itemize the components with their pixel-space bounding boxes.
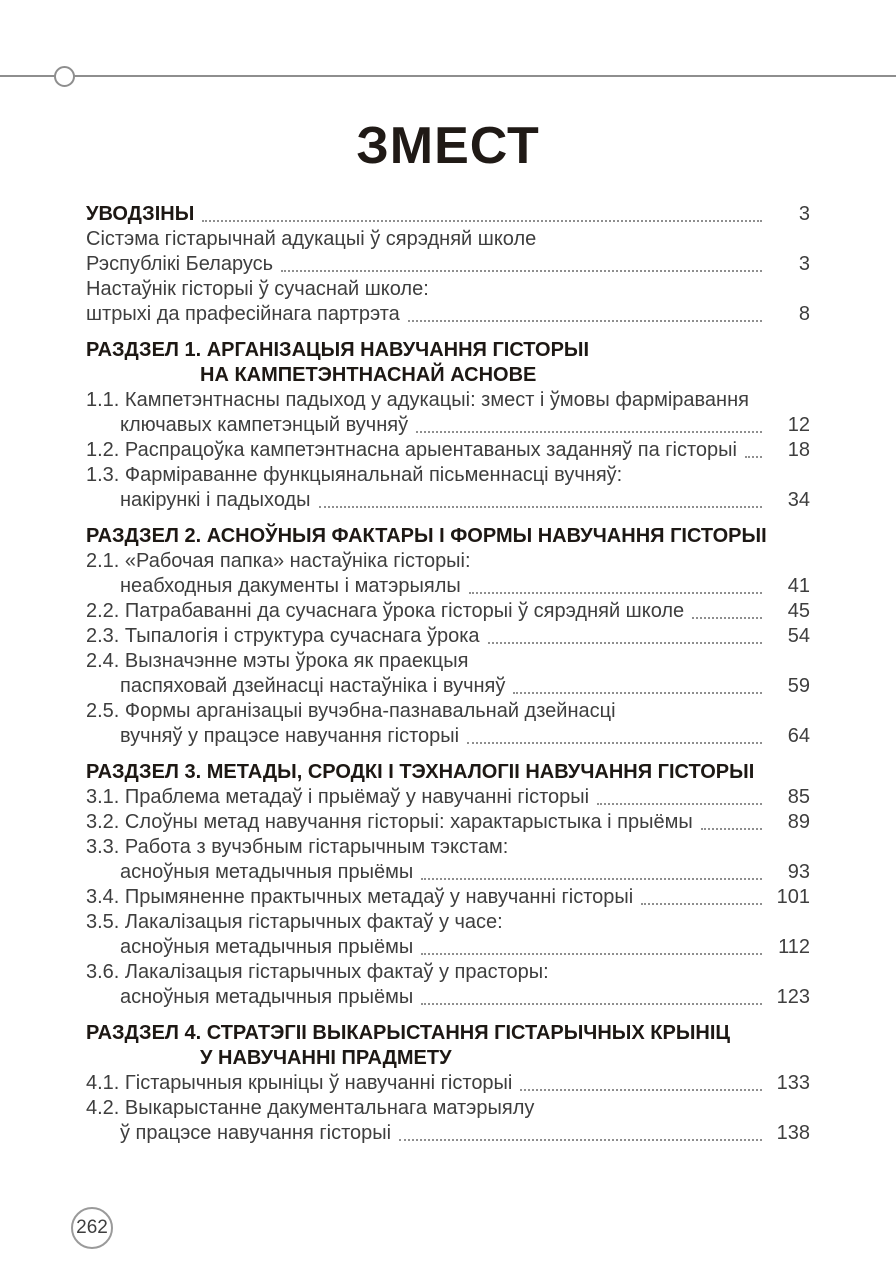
- entry-text-line: ў працэсе навучання гісторыі: [120, 1122, 392, 1144]
- entry-text-line: ключавых кампетэнцый вучняў: [120, 414, 409, 436]
- entry-text-line: 2.5. Формы арганізацыі вучэбна-пазнавальнай дзейнасці: [86, 700, 616, 722]
- entry-leader-row: [86, 674, 810, 699]
- entry-text-line: накірункі і падыходы: [120, 489, 311, 511]
- header-circle-ornament: [54, 66, 75, 87]
- entry-text-line: 1.3. Фарміраванне функцыянальнай пісьменнасці вучняў:: [86, 464, 623, 486]
- entry-page-number: 112: [778, 936, 810, 958]
- entry-page-number: 54: [787, 625, 810, 647]
- page-number-badge: [71, 1207, 113, 1249]
- dotted-leader: [281, 270, 762, 272]
- entry-text-line: 3.4. Прымяненне практычных метадаў у навучанні гісторыі: [86, 886, 634, 908]
- entry-page-number: 12: [787, 414, 810, 436]
- dotted-leader: [701, 828, 762, 830]
- dotted-leader: [520, 1089, 762, 1091]
- dotted-leader: [469, 592, 762, 594]
- toc-entry: [86, 885, 810, 910]
- entry-text-line: 2.2. Патрабаванні да сучаснага ўрока гісторыі ў сярэдняй школе: [86, 600, 685, 622]
- entry-page-number: 123: [776, 986, 810, 1008]
- entry-leader-row: [86, 438, 810, 463]
- entry-text-line: асноўныя метадычныя прыёмы: [120, 986, 414, 1008]
- entry-leader-row: [86, 624, 810, 649]
- dotted-leader: [202, 220, 762, 222]
- section-heading-line: У НАВУЧАННІ ПРАДМЕТУ: [200, 1047, 452, 1069]
- entry-text-line: Рэспублікі Беларусь: [86, 253, 274, 275]
- dotted-leader: [488, 642, 762, 644]
- entry-text-line: 4.1. Гістарычныя крыніцы ў навучанні гісторыі: [86, 1072, 513, 1094]
- dotted-leader: [692, 617, 762, 619]
- toc-entry: [86, 785, 810, 810]
- entry-text-line: 4.2. Выкарыстанне дакументальнага матэрыялу: [86, 1097, 535, 1119]
- entry-page-number: 8: [798, 303, 810, 325]
- entry-leader-row: [86, 413, 810, 438]
- dotted-leader: [745, 456, 762, 458]
- entry-leader-row: [86, 885, 810, 910]
- entry-leader-row: [86, 985, 810, 1010]
- dotted-leader: [597, 803, 762, 805]
- entry-leader-row: [86, 1071, 810, 1096]
- entry-page-number: 59: [787, 675, 810, 697]
- entry-text-line: 3.2. Слоўны метад навучання гісторыі: характарыстыка і прыёмы: [86, 811, 693, 833]
- entry-text-line: асноўныя метадычныя прыёмы: [120, 936, 414, 958]
- entry-leader-row: [86, 202, 810, 227]
- entry-leader-row: [86, 302, 810, 327]
- toc-entry: [86, 388, 810, 438]
- toc-entry: [86, 599, 810, 624]
- toc-entry: [86, 549, 810, 599]
- entry-text-line: 2.3. Тыпалогія і структура сучаснага ўрока: [86, 625, 480, 647]
- entry-page-number: 85: [787, 786, 810, 808]
- entry-text-line: паспяховай дзейнасці настаўніка і вучняў: [120, 675, 506, 697]
- toc-section: [86, 524, 810, 749]
- entry-text-line: 1.1. Кампетэнтнасны падыход у адукацыі: змест і ўмовы фарміравання: [86, 389, 749, 411]
- toc-entry: [86, 1096, 810, 1146]
- entry-text-line: неабходныя дакументы і матэрыялы: [120, 575, 461, 597]
- toc-entry: [86, 202, 810, 227]
- entry-text-line: 3.1. Праблема метадаў і прыёмаў у навучанні гісторыі: [86, 786, 590, 808]
- toc-entry: [86, 624, 810, 649]
- toc-entry: [86, 699, 810, 749]
- dotted-leader: [421, 1003, 762, 1005]
- entry-leader-row: [86, 599, 810, 624]
- header-rule: [0, 75, 896, 77]
- toc-entry: [86, 810, 810, 835]
- dotted-leader: [399, 1139, 762, 1141]
- entry-text-line: Сістэма гістарычнай адукацыі ў сярэдняй школе: [86, 228, 537, 250]
- dotted-leader: [319, 506, 762, 508]
- entry-text-line: вучняў у працэсе навучання гісторыі: [120, 725, 460, 747]
- entry-page-number: 34: [787, 489, 810, 511]
- entry-text-line: асноўныя метадычныя прыёмы: [120, 861, 414, 883]
- toc-entry: [86, 960, 810, 1010]
- toc-entry: [86, 649, 810, 699]
- entry-page-number: 64: [787, 725, 810, 747]
- section-heading-line: РАЗДЗЕЛ 4. СТРАТЭГІІ ВЫКАРЫСТАННЯ ГІСТАРЫЧНЫХ КРЫНІЦ: [86, 1022, 731, 1044]
- entry-page-number: 89: [787, 811, 810, 833]
- dotted-leader: [421, 953, 762, 955]
- dotted-leader: [641, 903, 762, 905]
- toc-entry: [86, 910, 810, 960]
- entry-text-line: 2.1. «Рабочая папка» настаўніка гісторыі:: [86, 550, 471, 572]
- entry-leader-row: [86, 574, 810, 599]
- entry-page-number: 3: [798, 203, 810, 225]
- entry-text-line: штрыхі да прафесійнага партрэта: [86, 303, 400, 325]
- toc-entry: [86, 438, 810, 463]
- entry-leader-row: [86, 488, 810, 513]
- page-number-text: 262: [76, 1217, 108, 1238]
- entry-page-number: 41: [787, 575, 810, 597]
- entry-leader-row: [86, 935, 810, 960]
- section-heading-line: РАЗДЗЕЛ 2. АСНОЎНЫЯ ФАКТАРЫ І ФОРМЫ НАВУЧАННЯ ГІСТОРЫІ: [86, 525, 767, 547]
- entry-page-number: 18: [787, 439, 810, 461]
- entry-text-line: 1.2. Распрацоўка кампетэнтнасна арыентаваных заданняў па гісторыі: [86, 439, 737, 461]
- entry-page-number: 133: [776, 1072, 810, 1094]
- toc-entry: [86, 1071, 810, 1096]
- entry-leader-row: [86, 1121, 810, 1146]
- entry-text-line: 2.4. Вызначэнне мэты ўрока як праекцыя: [86, 650, 469, 672]
- toc-entry: [86, 835, 810, 885]
- entry-page-number: 101: [776, 886, 810, 908]
- page-title: ЗМЕСТ: [356, 117, 540, 175]
- section-heading-line: РАЗДЗЕЛ 3. МЕТАДЫ, СРОДКІ І ТЭХНАЛОГІІ НАВУЧАННЯ ГІСТОРЫІ: [86, 761, 755, 783]
- toc-section: [86, 1021, 810, 1146]
- dotted-leader: [421, 878, 762, 880]
- toc-section: [86, 202, 810, 327]
- entry-page-number: 45: [787, 600, 810, 622]
- section-heading-line: НА КАМПЕТЭНТНАСНАЙ АСНОВЕ: [200, 364, 537, 386]
- dotted-leader: [467, 742, 762, 744]
- toc-entry: [86, 277, 810, 327]
- entry-leader-row: [86, 724, 810, 749]
- toc-entry: [86, 463, 810, 513]
- entry-page-number: 138: [776, 1122, 810, 1144]
- dotted-leader: [513, 692, 762, 694]
- toc-section: [86, 760, 810, 1010]
- section-heading-line: РАЗДЗЕЛ 1. АРГАНІЗАЦЫЯ НАВУЧАННЯ ГІСТОРЫІ: [86, 339, 590, 361]
- entry-page-number: 3: [798, 253, 810, 275]
- entry-text-line: 3.5. Лакалізацыя гістарычных фактаў у часе:: [86, 911, 503, 933]
- entry-page-number: 93: [787, 861, 810, 883]
- dotted-leader: [408, 320, 762, 322]
- table-of-contents: [86, 202, 810, 1146]
- entry-leader-row: [86, 252, 810, 277]
- entry-text-line: УВОДЗІНЫ: [86, 203, 195, 225]
- toc-entry: [86, 227, 810, 277]
- entry-leader-row: [86, 785, 810, 810]
- entry-leader-row: [86, 810, 810, 835]
- entry-leader-row: [86, 860, 810, 885]
- entry-text-line: 3.3. Работа з вучэбным гістарычным тэкстам:: [86, 836, 509, 858]
- entry-text-line: Настаўнік гісторыі ў сучаснай школе:: [86, 278, 429, 300]
- dotted-leader: [416, 431, 762, 433]
- toc-section: [86, 338, 810, 513]
- entry-text-line: 3.6. Лакалізацыя гістарычных фактаў у прасторы:: [86, 961, 549, 983]
